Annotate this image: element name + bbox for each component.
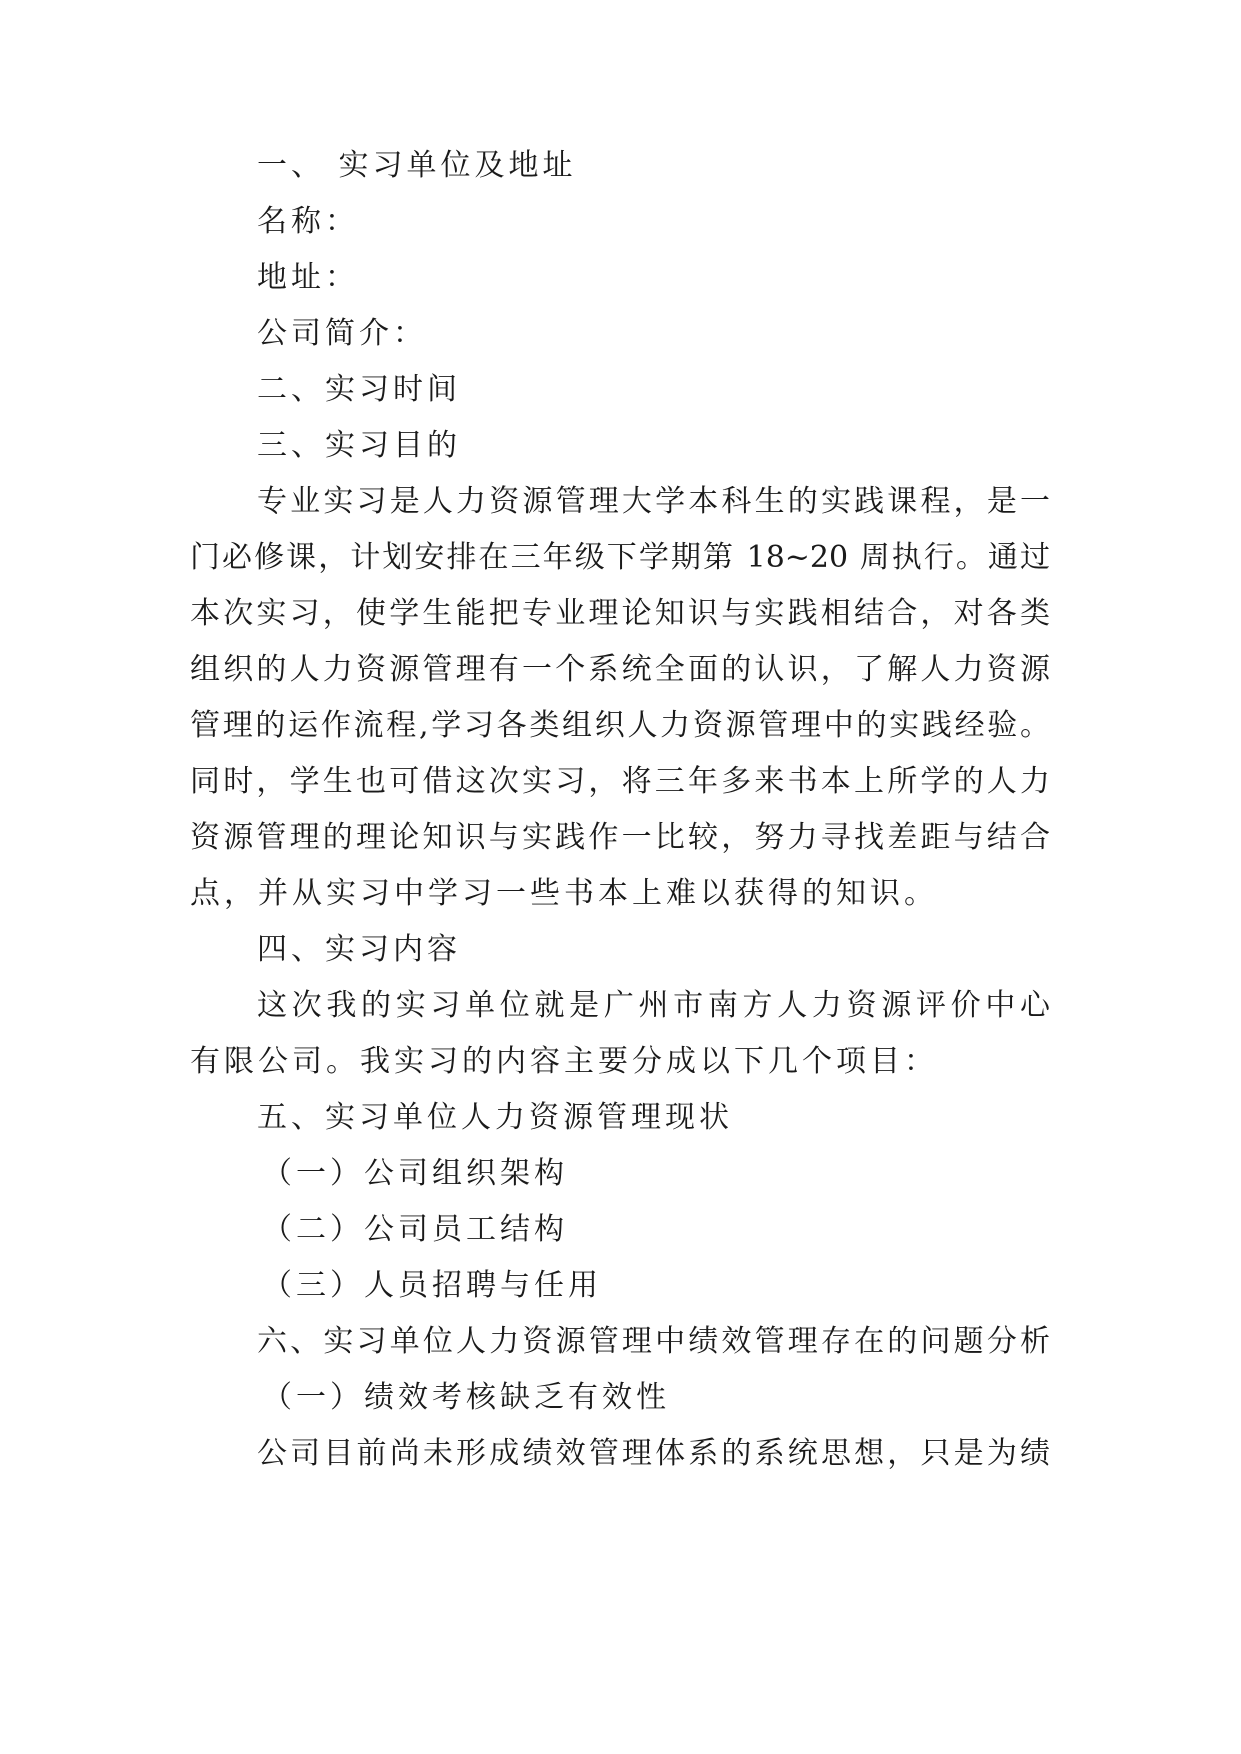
content-line-1: 这次我的实习单位就是广州市南方人力资源评价中心: [257, 988, 1050, 1023]
intro-label: 公司简介：: [257, 316, 427, 351]
last-paragraph-line: 公司目前尚未形成绩效管理体系的系统思想，只是为绩: [257, 1436, 1050, 1471]
purpose-line-1: 专业实习是人力资源管理大学本科生的实践课程，是一: [257, 484, 1050, 519]
address-label: 地址：: [257, 260, 359, 295]
subheading-5-3: （三）人员招聘与任用: [262, 1268, 602, 1303]
purpose-line-7: 资源管理的理论知识与实践作一比较，努力寻找差距与结合: [190, 820, 1050, 855]
subheading-6-1: （一）绩效考核缺乏有效性: [262, 1380, 670, 1415]
purpose-line-8: 点，并从实习中学习一些书本上难以获得的知识。: [190, 876, 938, 911]
heading-3: 三、实习目的: [257, 428, 461, 463]
subheading-5-1: （一）公司组织架构: [262, 1156, 568, 1191]
purpose-line-3: 本次实习，使学生能把专业理论知识与实践相结合，对各类: [190, 596, 1050, 631]
content-line-2: 有限公司。我实习的内容主要分成以下几个项目：: [190, 1044, 938, 1079]
purpose-line-4: 组织的人力资源管理有一个系统全面的认识，了解人力资源: [190, 652, 1050, 687]
heading-6: 六、实习单位人力资源管理中绩效管理存在的问题分析: [257, 1324, 1050, 1359]
name-label: 名称：: [257, 204, 359, 239]
purpose-line-5: 管理的运作流程,学习各类组织人力资源管理中的实践经验。: [190, 708, 1050, 743]
purpose-line-2: 门必修课，计划安排在三年级下学期第 18~20 周执行。通过: [190, 540, 1050, 575]
heading-2: 二、实习时间: [257, 372, 461, 407]
heading-5: 五、实习单位人力资源管理现状: [257, 1100, 733, 1135]
purpose-line-6: 同时，学生也可借这次实习，将三年多来书本上所学的人力: [190, 764, 1050, 799]
subheading-5-2: （二）公司员工结构: [262, 1212, 568, 1247]
heading-4: 四、实习内容: [257, 932, 461, 967]
heading-1: 一、 实习单位及地址: [257, 148, 577, 183]
